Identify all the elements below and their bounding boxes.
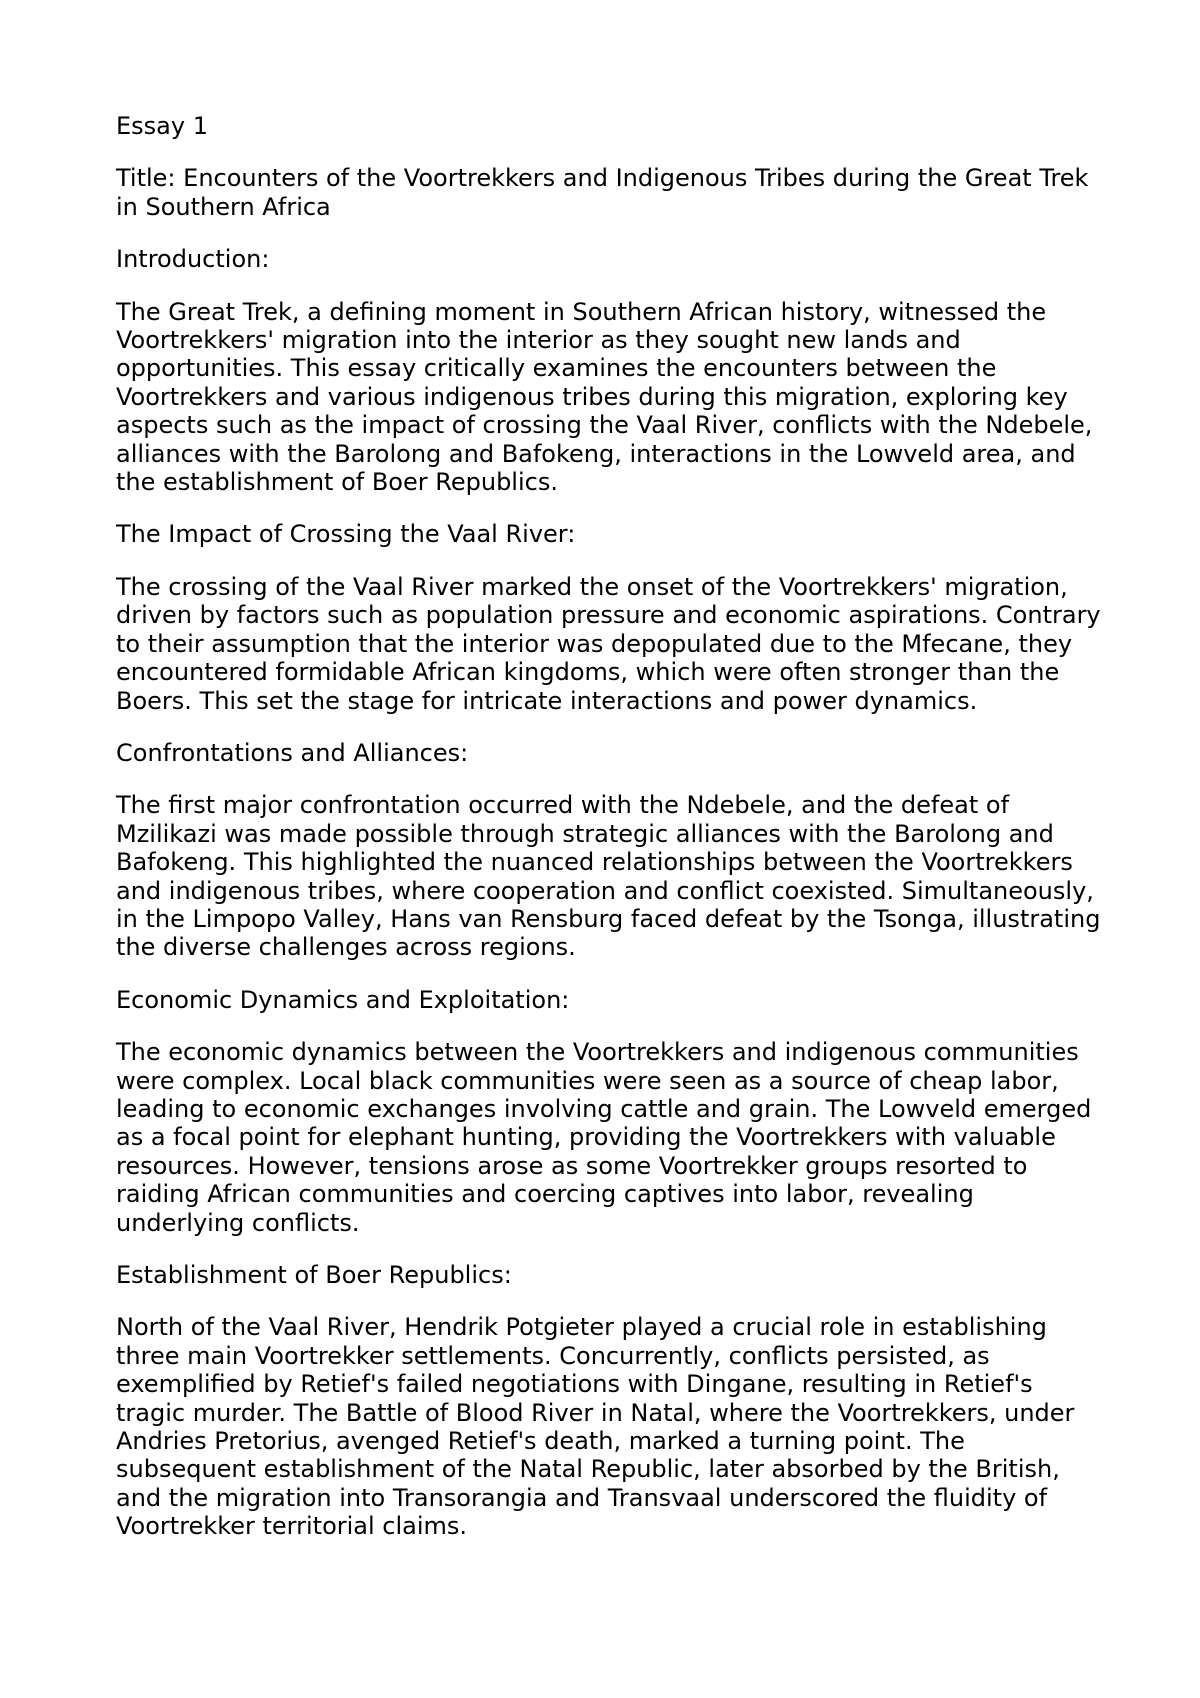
section-heading-confrontations: Confrontations and Alliances:	[116, 738, 469, 767]
essay-title: Title: Encounters of the Voortrekkers and Indigenous Tribes during the Great Trek in Southern Africa	[116, 164, 1089, 221]
section-heading-economic: Economic Dynamics and Exploitation:	[116, 985, 570, 1014]
section-heading-introduction: Introduction:	[116, 245, 270, 274]
document-content	[116, 112, 1106, 1565]
section-body-confrontations: The first major confrontation occurred with the Ndebele, and the defeat of Mzilikazi was made possible through strategic alliances with the Barolong and Bafokeng. This highlighted the nuanced relationships between the Voortrekkers and indigenous tribes, where cooperation and conflict coexisted. Simultaneously, in the Limpopo Valley, Hans van Rensburg faced defeat by the Tsonga, illustrating the diverse challenges across regions.	[116, 791, 1101, 962]
essay-label: Essay 1	[116, 112, 208, 140]
section-body-introduction: The Great Trek, a defining moment in Southern African history, witnessed the Voortrekkers' migration into the interior as they sought new lands and opportunities. This essay critically examines the encounters between the Voortrekkers and various indigenous tribes during this migration, exploring key aspects such as the impact of crossing the Vaal River, conflicts with the Ndebele, alliances with the Barolong and Bafokeng, interactions in the Lowveld area, and the establishment of Boer Republics.	[116, 297, 1093, 497]
section-body-boer-republics: North of the Vaal River, Hendrik Potgieter played a crucial role in establishing three main Voortrekker settlements. Concurrently, conflicts persisted, as exemplified by Retief's failed negotiations with Dingane, resulting in Retief's tragic murder. The Battle of Blood River in Natal, where the Voortrekkers, under Andries Pretorius, avenged Retief's death, marked a turning point. The subsequent establishment of the Natal Republic, later absorbed by the British, and the migration into Transorangia and Transvaal underscored the fluidity of Voortrekker territorial claims.	[116, 1313, 1075, 1541]
section-body-economic: The economic dynamics between the Voortrekkers and indigenous communities were complex. Local black communities were seen as a source of cheap labor, leading to economic exchanges involving cattle and grain. The Lowveld emerged as a focal point for elephant hunting, providing the Voortrekkers with valuable resources. However, tensions arose as some Voortrekker groups resorted to raiding African communities and coercing captives into labor, revealing underlying conflicts.	[116, 1038, 1092, 1237]
section-body-vaal-river: The crossing of the Vaal River marked the onset of the Voortrekkers' migration, driven by factors such as population pressure and economic aspirations. Contrary to their assumption that the interior was depopulated due to the Mfecane, they encountered formidable African kingdoms, which were often stronger than the Boers. This set the stage for intricate interactions and power dynamics.	[116, 572, 1101, 715]
section-heading-boer-republics: Establishment of Boer Republics:	[116, 1261, 512, 1289]
section-heading-vaal-river: The Impact of Crossing the Vaal River:	[116, 520, 576, 549]
